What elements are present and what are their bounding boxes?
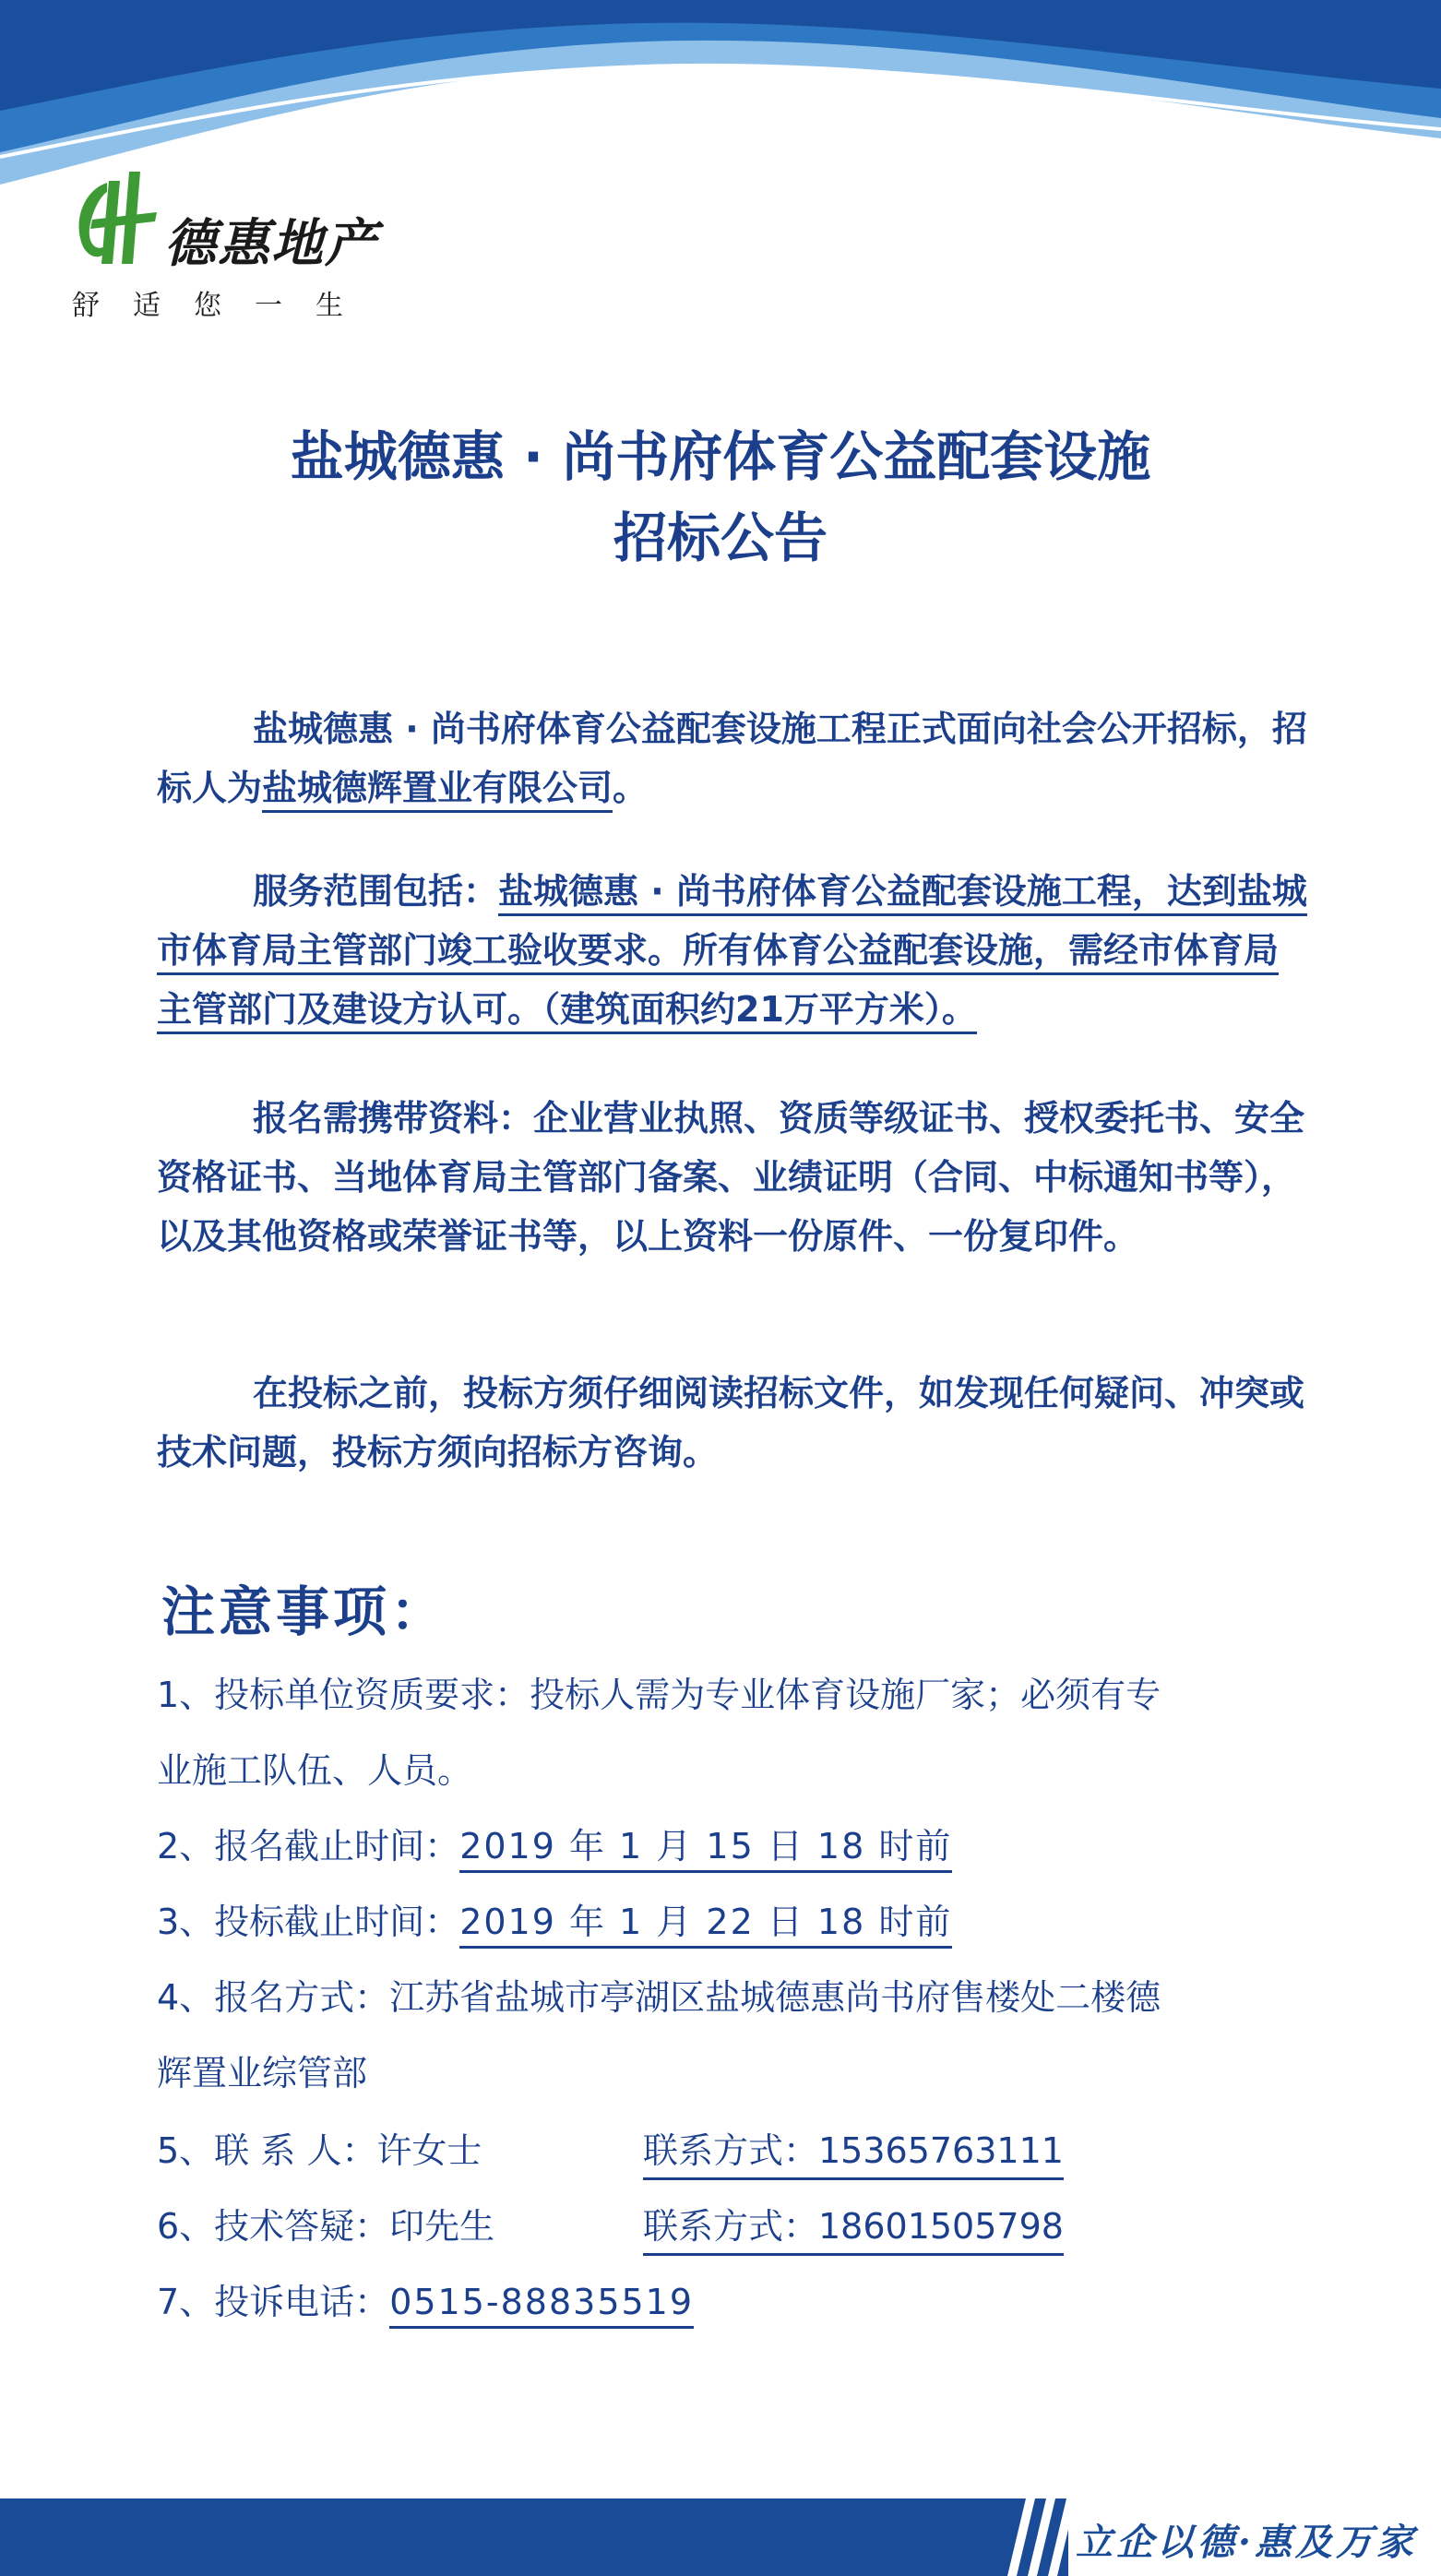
- bidder-notice-paragraph: 在投标之前，投标方须仔细阅读招标文件，如发现任何疑问、冲突或技术问题，投标方须向招标方咨询。: [157, 1373, 1305, 1473]
- footer-motto: 立企以德·惠及万家: [1076, 2521, 1417, 2564]
- bid-deadline-label: 3、投标截止时间：: [157, 1902, 460, 1942]
- note-registration-deadline: [157, 1823, 952, 1869]
- contact-phone-1: 联系方式：15365763111: [643, 2128, 1064, 2180]
- note-complaint-phone: [157, 2279, 694, 2325]
- required-documents-paragraph: 报名需携带资料：企业营业执照、资质等级证书、授权委托书、安全资格证书、当地体育局主管部门备案、业绩证明（合同、中标通知书等），以及其他资格或荣誉证书等，以上资料一份原件、一份复印件。: [157, 1098, 1305, 1257]
- registration-deadline-label: 2、报名截止时间：: [157, 1826, 460, 1866]
- note-technical-support: 6、技术答疑：印先生: [157, 2206, 495, 2247]
- page-title-line2: 招标公告: [613, 507, 828, 569]
- note-registration-method-line1: 4、报名方式：江苏省盐城市亭湖区盐城德惠尚书府售楼处二楼德: [157, 1977, 1161, 2018]
- note-qualification-line1: 1、投标单位资质要求：投标人需为专业体育设施厂家；必须有专: [157, 1675, 1161, 1715]
- complaint-phone-value: 0515-88835519: [389, 2282, 694, 2329]
- note-bid-deadline: [157, 1899, 952, 1945]
- intro-suffix: 。: [613, 768, 649, 808]
- tenderer-company: 盐城德辉置业有限公司: [262, 768, 613, 813]
- brand-slogan: 舒适您一生: [72, 290, 376, 322]
- note-contact-person: 5、联 系 人：许女士: [157, 2130, 482, 2171]
- registration-deadline-value: 2019 年 1 月 15 日 18 时前: [459, 1826, 952, 1873]
- brand-name: 德惠地产: [164, 213, 378, 274]
- brand-logo: [72, 164, 423, 321]
- bid-deadline-value: 2019 年 1 月 22 日 18 时前: [459, 1902, 952, 1949]
- contact-phone-2: 联系方式：18601505798: [643, 2203, 1064, 2256]
- intro-text: 盐城德惠 · 尚书府体育公益配套设施工程正式面向社会公开招标，招标人为: [157, 709, 1307, 808]
- complaint-phone-label: 7、投诉电话：: [157, 2282, 390, 2322]
- note-qualification-line2: 业施工队伍、人员。: [157, 1750, 473, 1791]
- page-title-line1: 盐城德惠 · 尚书府体育公益配套设施: [290, 425, 1151, 488]
- logo-mark-icon: [72, 164, 164, 275]
- note-registration-method-line2: 辉置业综管部: [157, 2053, 368, 2093]
- notes-heading: 注意事项：: [161, 1580, 448, 1643]
- intro-paragraph: [157, 699, 1310, 817]
- scope-paragraph: [157, 862, 1310, 1039]
- scope-text: 盐城德惠 · 尚书府体育公益配套设施工程，达到盐城市体育局主管部门竣工验收要求。所有体育公益配套设施，需经市体育局主管部门及建设方认可。（建筑面积约21万平方米）。: [157, 871, 1307, 1034]
- scope-label: 服务范围包括：: [253, 871, 499, 912]
